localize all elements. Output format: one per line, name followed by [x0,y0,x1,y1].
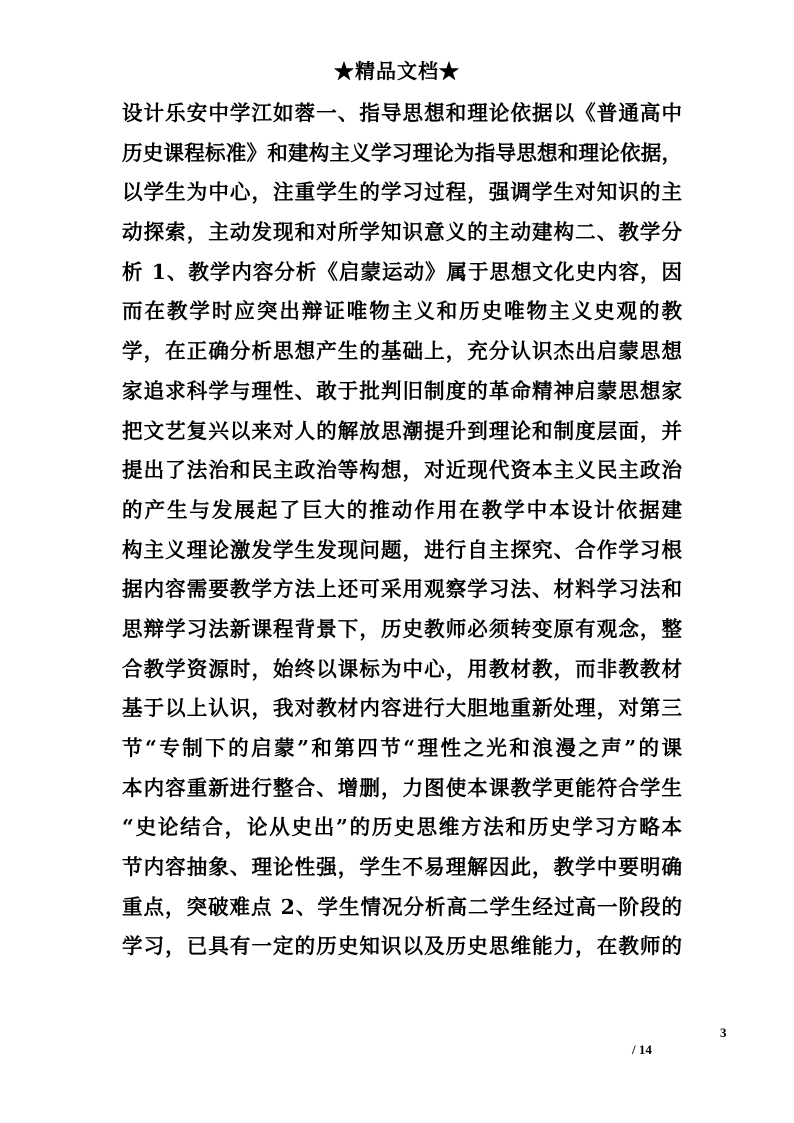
body-line: 家追求科学与理性、敢于批判旧制度的革命精神启蒙思想家 [122,378,682,403]
body-line: 析 1、教学内容分析《启蒙运动》属于思想文化史内容，因 [122,259,682,284]
body-line: 设计乐安中学江如蓉一、指导思想和理论依据以《普通高中 [122,101,682,125]
body-line: 合教学资源时，始终以课标为中心，用教材教，而非教教材 [122,656,682,681]
body-line: 而在教学时应突出辩证唯物主义和历史唯物主义史观的教 [122,299,682,324]
body-line: 重点，突破难点 2、学生情况分析高二学生经过高一阶段的 [122,894,682,919]
document-body [122,94,682,967]
body-line: 学习，已具有一定的历史知识以及历史思维能力，在教师的 [122,934,682,959]
body-line: 基于以上认识，我对教材内容进行大胆地重新处理，对第三 [122,696,682,721]
body-line: 节“专制下的启蒙”和第四节“理性之光和浪漫之声”的课 [122,736,682,760]
body-line: 动探索，主动发现和对所学知识意义的主动建构二、教学分 [122,220,682,245]
page-number: 3 [720,1025,727,1040]
body-line: 思辩学习法新课程背景下，历史教师必须转变原有观念，整 [122,616,682,641]
body-line: 的产生与发展起了巨大的推动作用在教学中本设计依据建 [122,497,682,522]
body-line: 学，在正确分析思想产生的基础上，充分认识杰出启蒙思想 [122,339,682,364]
page-total: / 14 [632,1042,652,1057]
body-line: 以学生为中心，注重学生的学习过程，强调学生对知识的主 [122,180,682,205]
body-line: 提出了法治和民主政治等构想，对近现代资本主义民主政治 [122,458,682,483]
body-line: 构主义理论激发学生发现问题，进行自主探究、合作学习根 [122,537,682,562]
body-line: 本内容重新进行整合、增删，力图使本课教学更能符合学生 [122,775,682,800]
body-line: 据内容需要教学方法上还可采用观察学习法、材料学习法和 [122,577,682,602]
document-header-title: ★精品文档★ [334,59,460,83]
body-line: 把文艺复兴以来对人的解放思潮提升到理论和制度层面，并 [122,418,682,443]
body-line: 节内容抽象、理论性强，学生不易理解因此，教学中要明确 [122,855,682,880]
body-line: “史论结合，论从史出”的历史思维方法和历史学习方略本 [122,815,682,840]
body-line: 历史课程标准》和建构主义学习理论为指导思想和理论依据， [122,140,682,165]
